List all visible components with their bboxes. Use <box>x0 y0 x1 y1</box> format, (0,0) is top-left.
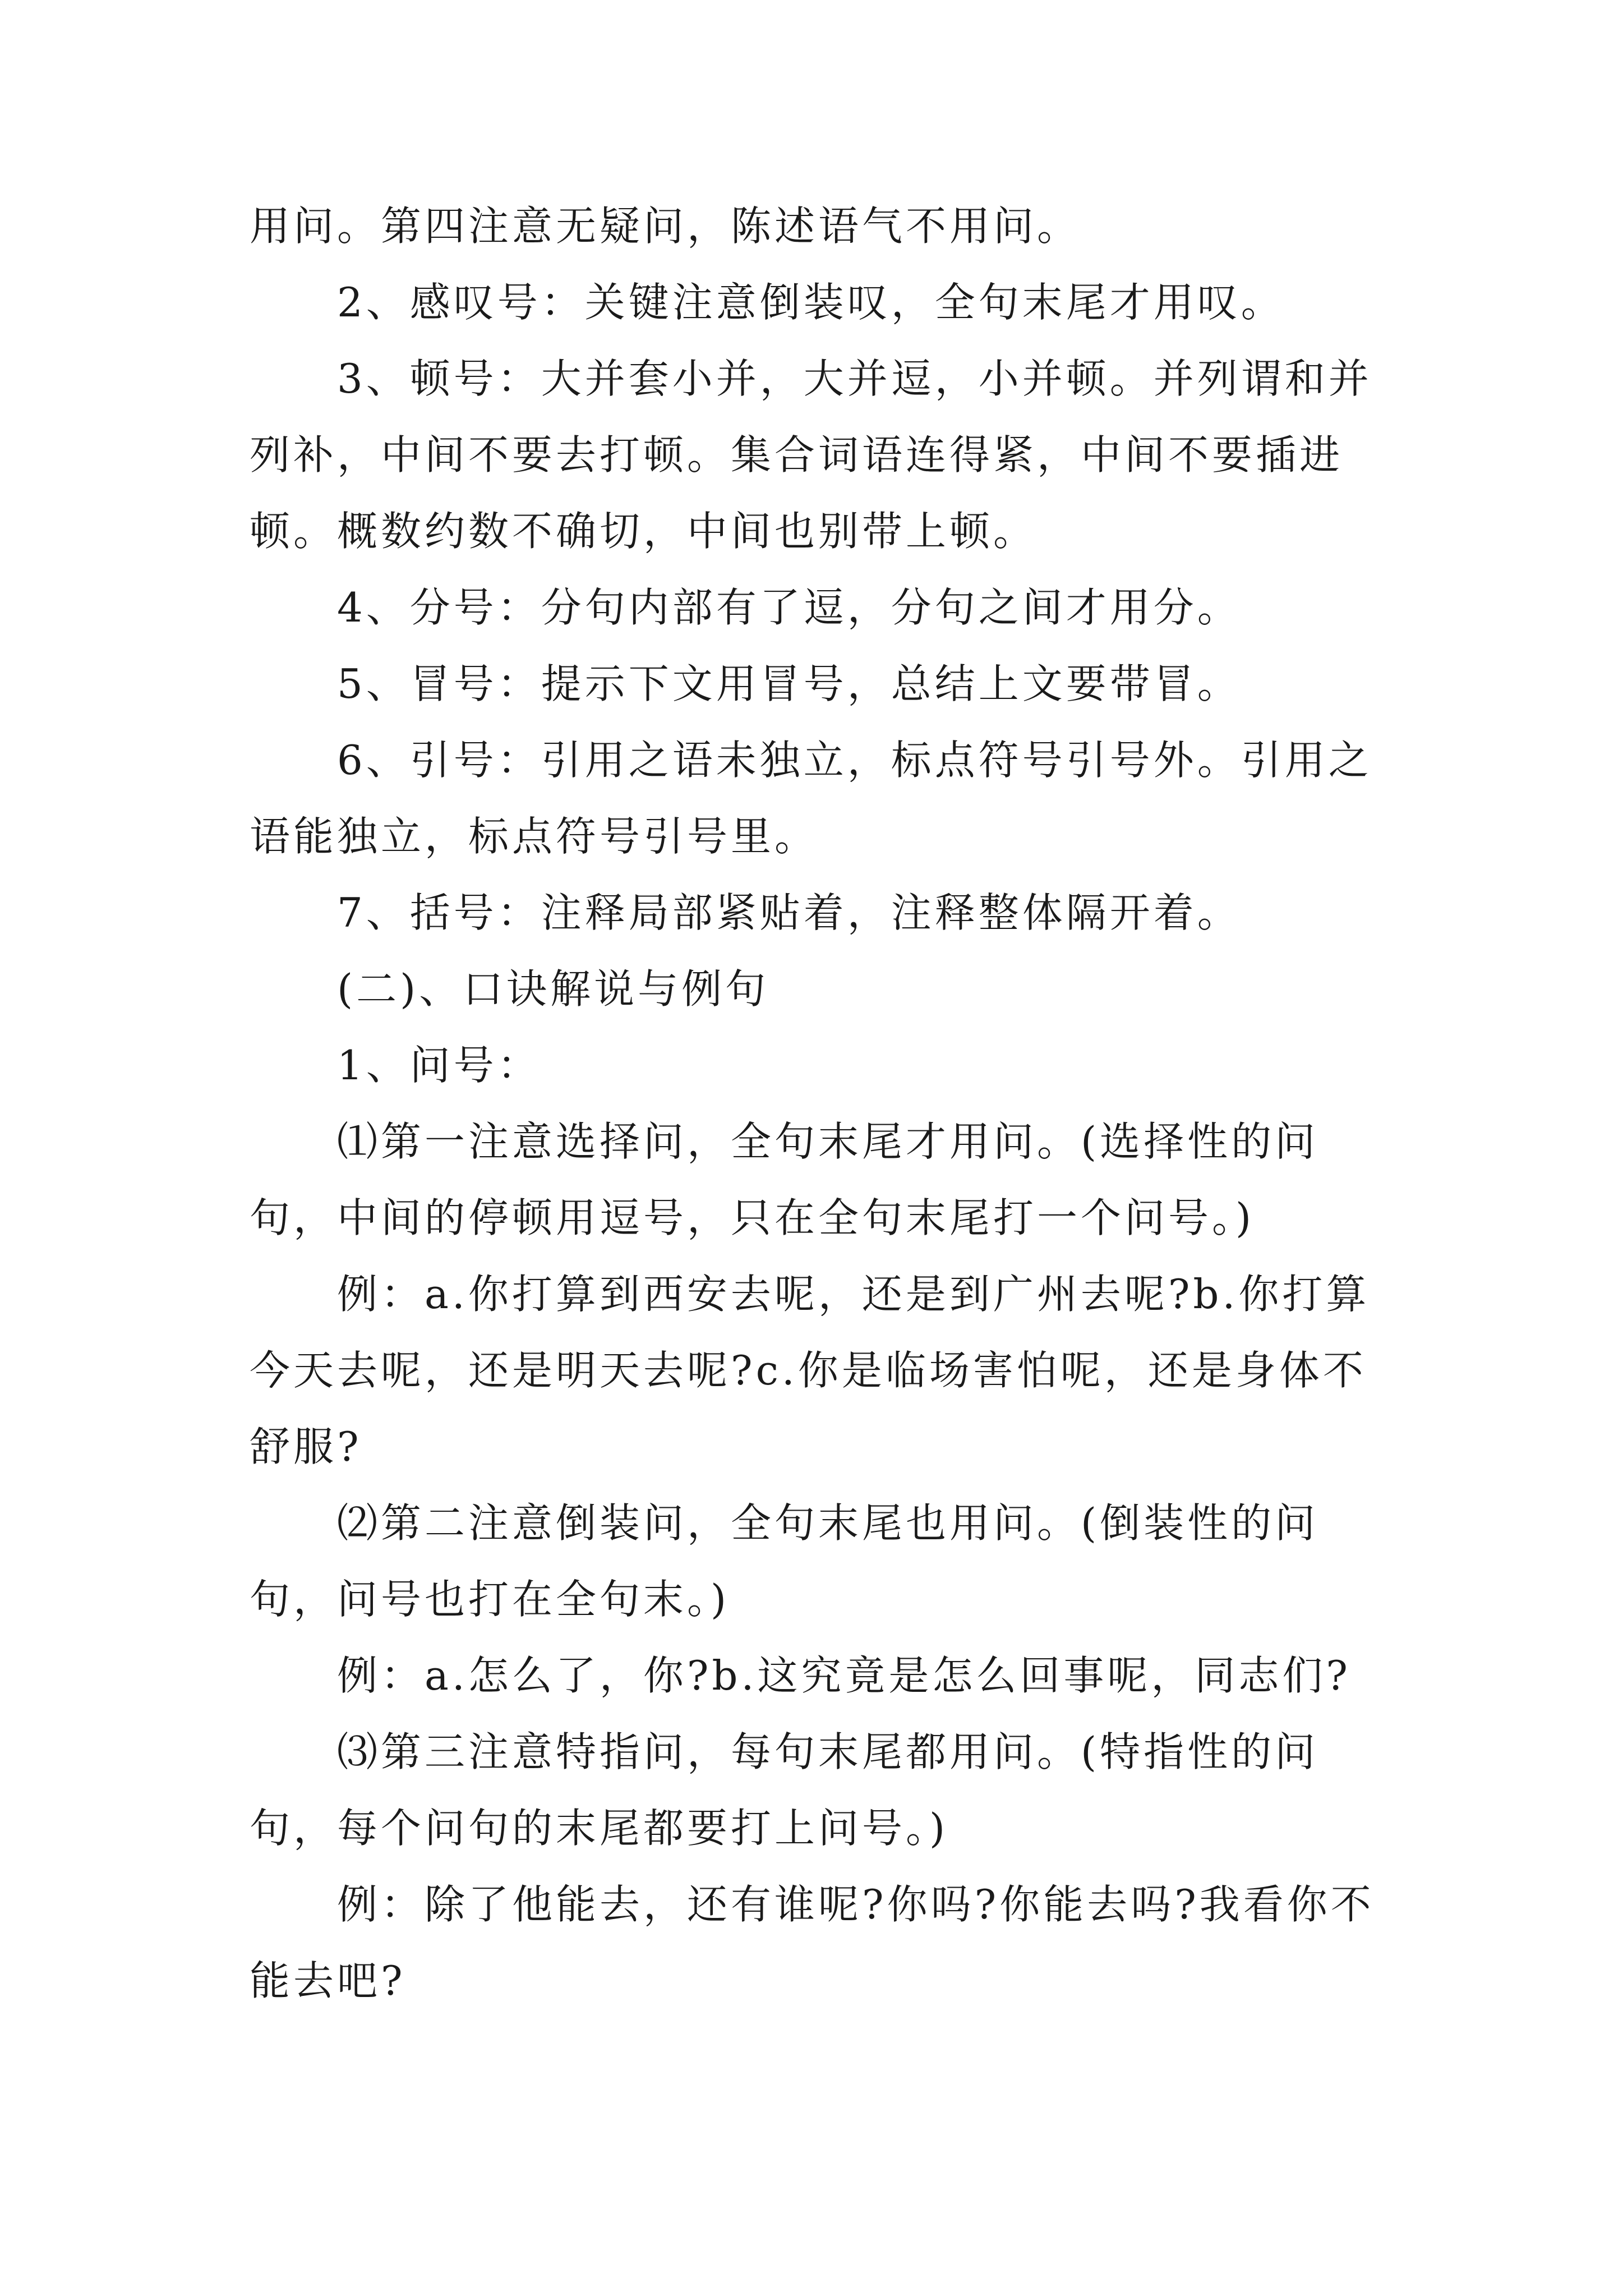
paragraph: ⑵第二注意倒装问，全句末尾也用问。(倒装性的问句，问号也打在全句末。) <box>250 1499 1319 1623</box>
subheading: 1、问号： <box>337 1042 541 1089</box>
section-heading: (二)、口诀解说与例句 <box>337 965 769 1013</box>
example-paragraph: 例：除了他能去，还有谁呢?你吗?你能去吗?我看你不能去吧? <box>250 1881 1375 2004</box>
example-paragraph: 例：a.你打算到西安去呢，还是到广州去呢?b.你打算今天去呢，还是明天去呢?c.你是临场害怕呢，还是身体不舒服? <box>250 1271 1370 1470</box>
example-paragraph: 例：a.怎么了，你?b.这究竟是怎么回事呢，同志们? <box>337 1652 1351 1699</box>
body-text <box>250 188 1394 2019</box>
paragraph: ⑴第一注意选择问，全句末尾才用问。(选择性的问句，中间的停顿用逗号，只在全句末尾打一个问号。) <box>250 1118 1319 1241</box>
paragraph: 用问。第四注意无疑问，陈述语气不用问。 <box>250 203 1081 250</box>
paragraph: 3、顿号：大并套小并，大并逗，小并顿。并列谓和并列补，中间不要去打顿。集合词语连得紧，中间不要插进顿。概数约数不确切，中间也别带上顿。 <box>250 355 1372 555</box>
paragraph: 5、冒号：提示下文用冒号，总结上文要带冒。 <box>337 660 1241 707</box>
paragraph: 6、引号：引用之语未独立，标点符号引号外。引用之语能独立，标点符号引号里。 <box>250 737 1372 860</box>
paragraph: ⑶第三注意特指问，每句末尾都用问。(特指性的问句，每个问句的末尾都要打上问号。) <box>250 1728 1319 1852</box>
paragraph: 7、括号：注释局部紧贴着，注释整体隔开着。 <box>337 889 1241 936</box>
paragraph: 4、分号：分句内部有了逗，分句之间才用分。 <box>337 584 1241 631</box>
paragraph: 2、感叹号：关键注意倒装叹，全句末尾才用叹。 <box>337 279 1285 326</box>
